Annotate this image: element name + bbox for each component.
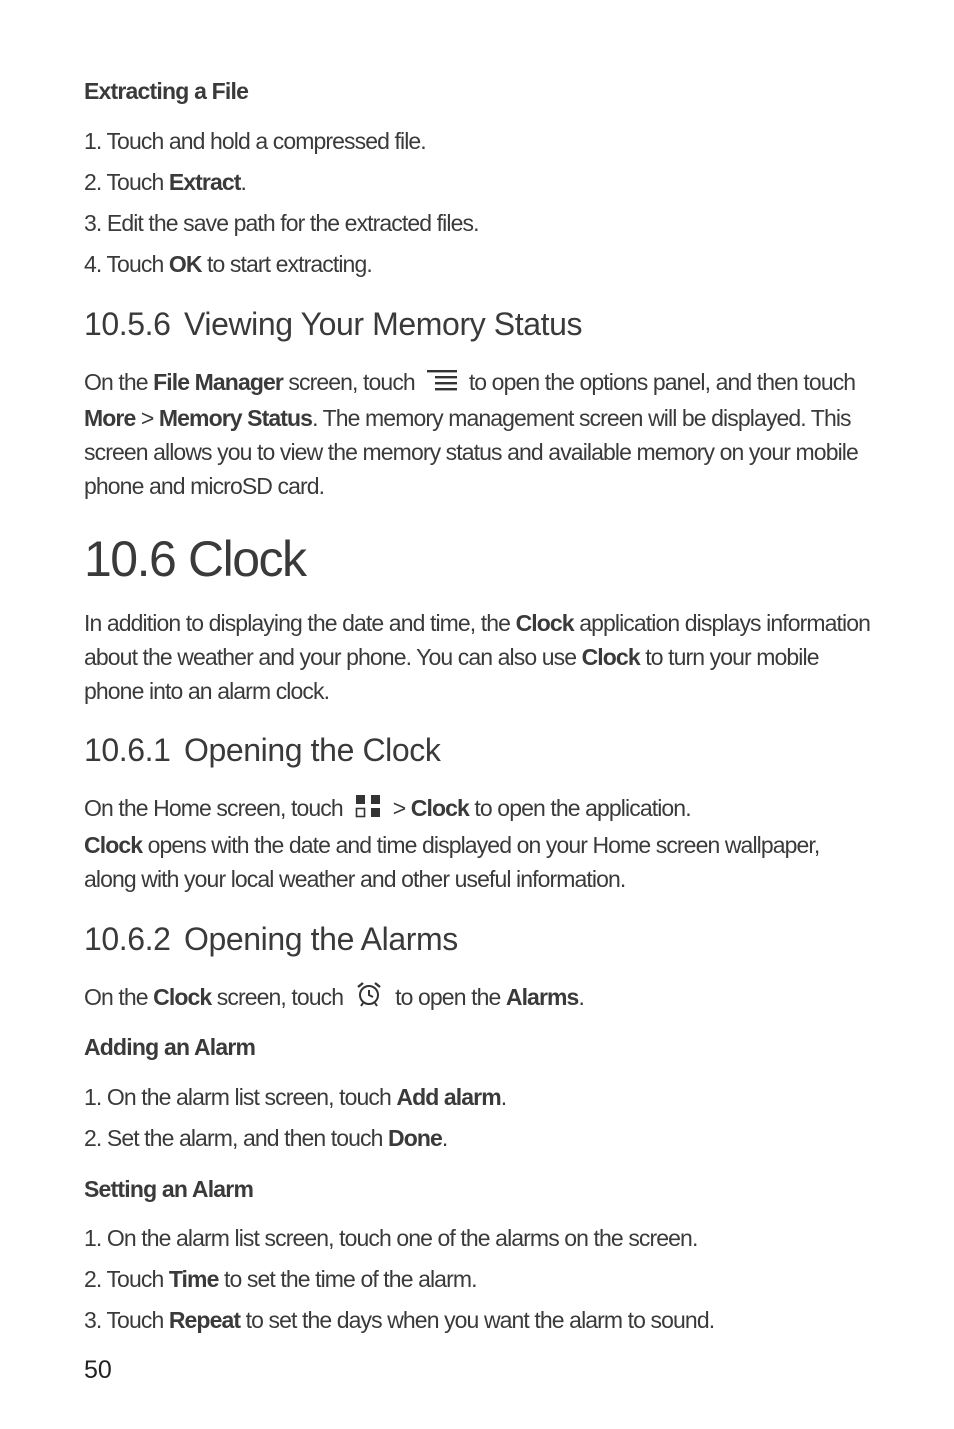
setting-alarm-heading: Setting an Alarm — [84, 1176, 254, 1202]
clock-chapter-heading: 10.6 Clock — [84, 531, 306, 587]
opening-alarms-line: On the Clock screen, touch to open the Alarms. — [84, 980, 584, 1016]
memory-section-heading: 10.5.6 Viewing Your Memory Status — [84, 306, 583, 342]
setting-step-3: 3. Touch Repeat to set the days when you want the alarm to sound. — [84, 1307, 715, 1333]
adding-alarm-heading: Adding an Alarm — [84, 1034, 256, 1060]
opening-clock-paragraph: Clock opens with the date and time displayed on your Home screen wallpaper, along with your local weather and other useful information. — [84, 832, 820, 892]
extract-step-1: 1. Touch and hold a compressed file. — [84, 128, 426, 154]
extracting-heading: Extracting a File — [84, 78, 249, 104]
memory-paragraph: On the File Manager screen, touch to open the options panel, and then touch More > Memory Status. The memory management screen will be displayed. This screen allows you to view the memory status and available memory on your mobile phone and microSD card. — [84, 365, 874, 503]
clock-intro-paragraph: In addition to displaying the date and time, the Clock application displays information about the weather and your phone. You can also use Clock to turn your mobile phone into an alarm clock. — [84, 610, 871, 704]
extract-step-2: 2. Touch Extract. — [84, 169, 247, 195]
opening-alarms-heading: 10.6.2 Opening the Alarms — [84, 921, 458, 957]
opening-clock-heading: 10.6.1 Opening the Clock — [84, 732, 441, 768]
extract-step-3: 3. Edit the save path for the extracted files. — [84, 210, 479, 236]
adding-step-1: 1. On the alarm list screen, touch Add alarm. — [84, 1084, 507, 1110]
setting-step-1: 1. On the alarm list screen, touch one of the alarms on the screen. — [84, 1225, 698, 1251]
adding-step-2: 2. Set the alarm, and then touch Done. — [84, 1125, 448, 1151]
menu-icon — [427, 367, 457, 401]
opening-clock-line: On the Home screen, touch > Clock to open the application. — [84, 791, 691, 827]
alarm-clock-icon — [355, 981, 383, 1016]
apps-grid-icon — [355, 793, 381, 827]
page-number: 50 — [84, 1356, 112, 1384]
extract-step-4: 4. Touch OK to start extracting. — [84, 251, 372, 277]
setting-step-2: 2. Touch Time to set the time of the alarm. — [84, 1266, 477, 1292]
